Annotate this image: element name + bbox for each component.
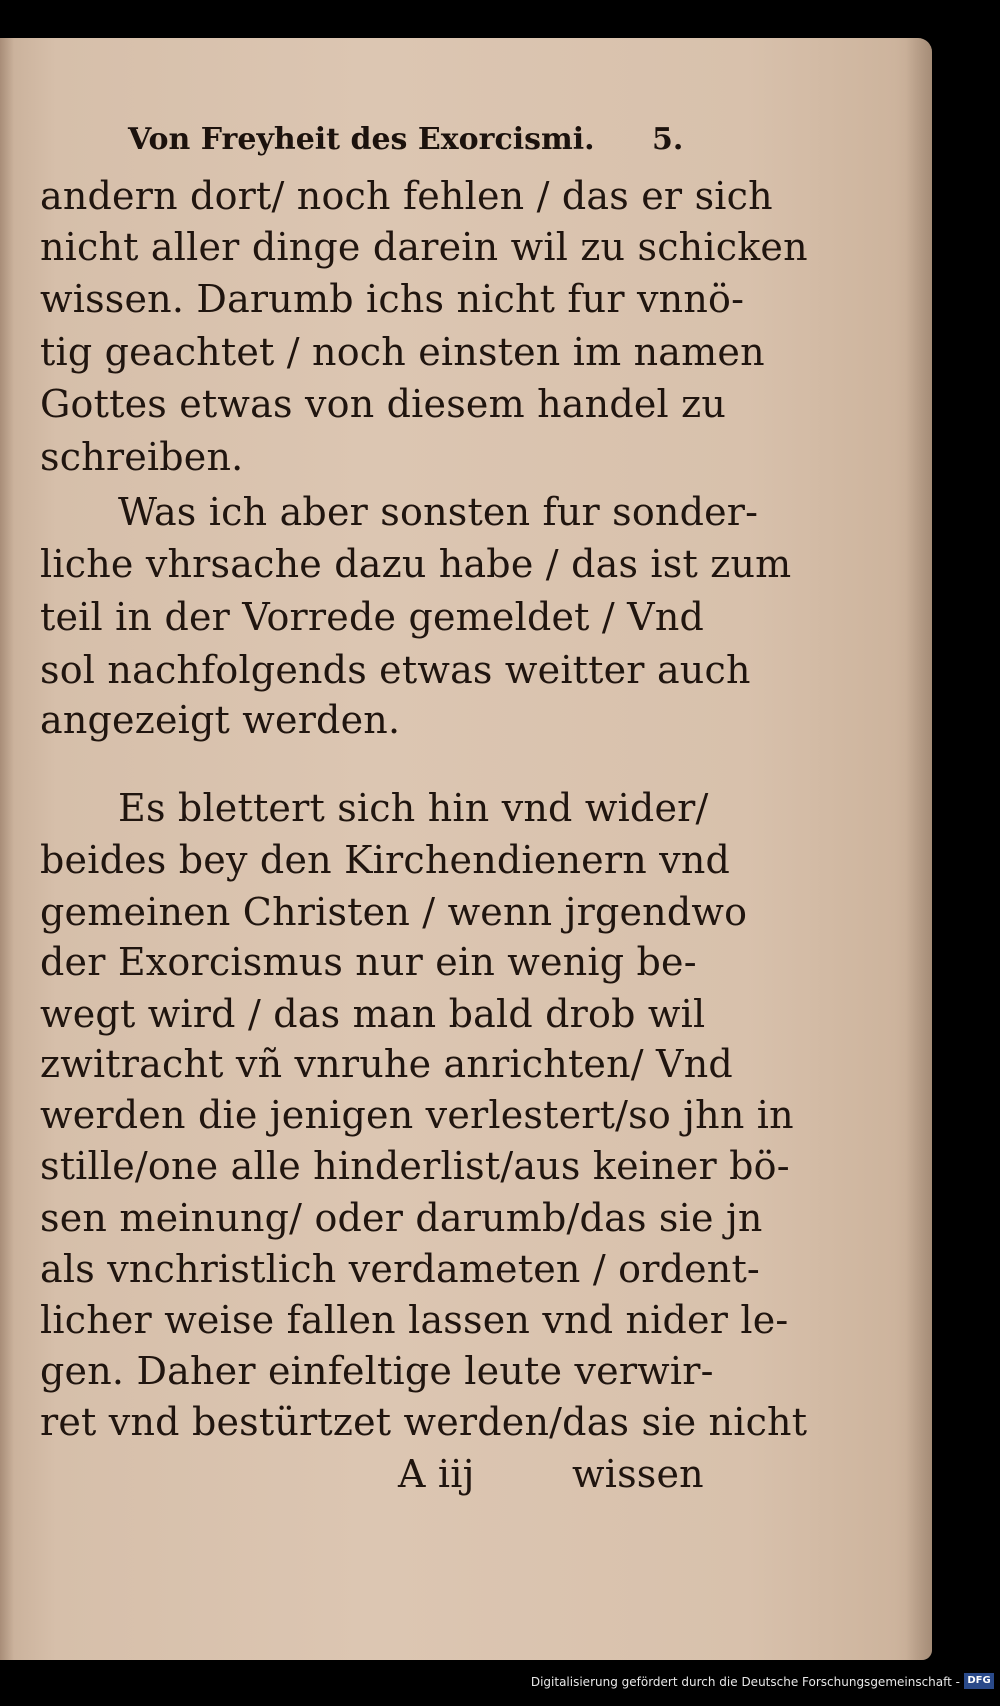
catchword: wissen <box>572 1452 704 1496</box>
text-line: andern dort/ noch fehlen / das er sich <box>40 174 773 218</box>
text-line: Was ich aber sonsten fur sonder- <box>118 490 759 534</box>
text-line: nicht aller dinge darein wil zu schicken <box>40 225 808 269</box>
book-page <box>0 38 932 1660</box>
text-line: angezeigt werden. <box>40 698 401 742</box>
text-line: zwitracht vñ vnruhe anrichten/ Vnd <box>40 1042 733 1086</box>
running-header: Von Freyheit des Exorcismi. <box>128 122 595 157</box>
signature-mark: A iij <box>398 1452 475 1496</box>
text-line: als vnchristlich verdameten / ordent- <box>40 1247 760 1291</box>
text-line: sol nachfolgends etwas weitter auch <box>40 648 751 692</box>
text-line: Es blettert sich hin vnd wider/ <box>118 786 709 830</box>
text-line: wegt wird / das man bald drob wil <box>40 992 706 1036</box>
text-line: beides bey den Kirchendienern vnd <box>40 838 731 882</box>
dfg-logo: DFG <box>964 1673 994 1689</box>
text-line: tig geachtet / noch einsten im namen <box>40 330 765 374</box>
page-edge-shadow <box>0 38 14 1660</box>
text-line: sen meinung/ oder darumb/das sie jn <box>40 1196 763 1240</box>
text-line: licher weise fallen lassen vnd nider le- <box>40 1298 789 1342</box>
text-line: der Exorcismus nur ein wenig be- <box>40 940 697 984</box>
text-line: Gottes etwas von diesem handel zu <box>40 382 727 426</box>
text-line: ret vnd bestürtzet werden/das sie nicht <box>40 1400 808 1444</box>
text-line: gen. Daher einfeltige leute verwir- <box>40 1349 714 1393</box>
text-line: stille/one alle hinderlist/aus keiner bö- <box>40 1144 790 1188</box>
text-line: schreiben. <box>40 435 244 479</box>
text-line: gemeinen Christen / wenn jrgendwo <box>40 890 748 934</box>
text-line: teil in der Vorrede gemeldet / Vnd <box>40 595 705 639</box>
page-number: 5. <box>652 122 684 157</box>
text-line: wissen. Darumb ichs nicht fur vnnö- <box>40 277 745 321</box>
text-line: werden die jenigen verlestert/so jhn in <box>40 1093 794 1137</box>
footer-bar <box>0 1665 1000 1706</box>
funding-credit: Digitalisierung gefördert durch die Deutsche Forschungsgemeinschaft - <box>530 1675 960 1689</box>
text-line: liche vhrsache dazu habe / das ist zum <box>40 542 792 586</box>
